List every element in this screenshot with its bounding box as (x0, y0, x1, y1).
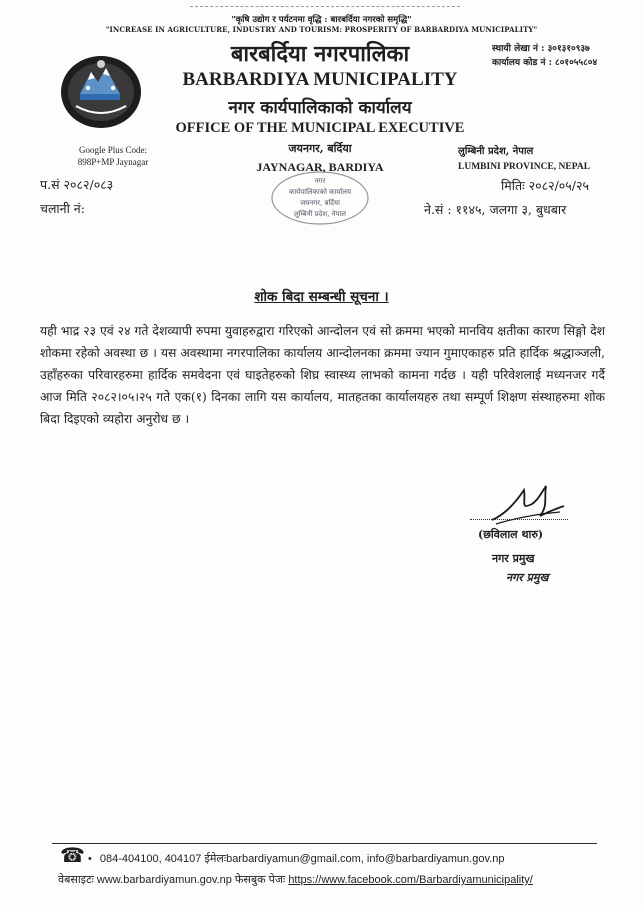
signatory-title: नगर प्रमुख (492, 552, 535, 565)
stamp-line-1: नगर (314, 177, 326, 185)
province-nepali: लुम्बिनी प्रदेश, नेपाल (458, 146, 534, 157)
office-name-english: OFFICE OF THE MUNICIPAL EXECUTIVE (175, 120, 465, 136)
bullet-icon: • (88, 853, 92, 865)
account-info (492, 43, 597, 71)
account-label: स्थायी लेखा नं (492, 44, 539, 54)
facebook-label: फेसबुक पेजः (234, 874, 286, 886)
phone-icon: ☎ (60, 843, 85, 867)
google-plus-code (58, 145, 168, 168)
footer-contact (88, 851, 504, 866)
location-nepali: जयनगर, बर्दिया (288, 142, 352, 155)
slogan (0, 15, 643, 34)
nepal-sambat-date: ने.सं : ११४५, जलगा ३, बुधबार (424, 202, 567, 217)
patra-sankhya: प.सं २०८२/०८३ (40, 177, 114, 192)
chalani-number: चलानी नं: (40, 201, 85, 216)
province-english: LUMBINI PROVINCE, NEPAL (458, 162, 591, 172)
stamp-line-2: कार्यपालिकाको कार्यालय (288, 188, 352, 196)
footer-contact-text: 084-404100, 404107 ईमेलःbarbardiyamun@gmail.com, info@barbardiyamun.gov.np (99, 853, 505, 865)
stamp-line-3: जयनगर, बर्दिया (300, 199, 340, 207)
org-name-nepali: बारबर्दिया नगरपालिका (230, 41, 410, 67)
notice-body: यही भाद्र २३ एवं २४ गते देशव्यापी रुपमा युवाहरुद्वारा गरिएको आन्दोलन एवं सो क्रममा भएको मानविय क्षतीका कारण सिङ्गो देश शोकमा रहेको अवस्था छ । यस अवस्थामा नगरपालिका कार्यालय आन्दोलनका क्रममा ज्यान गुमाएकाहरु प्रति हार्दिक श्रद्धाञ्जली, उहाँहरुका परिवारहरुमा हार्दिक समवेदना एवं घाइतेहरुको शिघ्र स्वास्थ्य लाभको कामना गर्दछ । यही परिवेशलाई मध्यनजर गर्दै आज मिति २०८२।०५।२५ गते एक(१) दिनका लागि यस कार्यालय, मातहतका कार्यालयहरु तथा सम्पूर्ण शिक्षण संस्थाहरुमा शोक बिदा दिइएको व्यहोरा अनुरोध छ । (40, 324, 605, 426)
office-name-nepali: नगर कार्यपालिकाको कार्यालय (228, 98, 412, 118)
signature-line (470, 519, 568, 520)
signatory-name: (छविलाल थारु) (478, 528, 544, 541)
account-value: : ३०१३१०९३७ (541, 44, 590, 54)
slogan-english: "INCREASE IN AGRICULTURE, INDUSTRY AND TOURISM: PROSPERITY OF BARBARDIYA MUNICIPALITY" (105, 24, 538, 34)
footer-web (58, 872, 533, 887)
signature-icon (486, 480, 566, 530)
date: मितिः २०८२/०५/२५ (501, 178, 589, 193)
stamp-icon (268, 168, 373, 228)
website-link[interactable]: www.barbardiyamun.gov.np (96, 874, 232, 886)
signatory-stamp-title: नगर प्रमुख (506, 571, 549, 584)
facebook-link[interactable]: https://www.facebook.com/Barbardiyamunicipality/ (288, 874, 533, 886)
footer-rule (52, 843, 597, 844)
office-code-value: : ८०१०५५८०४ (548, 57, 598, 68)
gplus-value: 898P+MP Jaynagar (77, 156, 149, 167)
top-rule (190, 6, 460, 7)
org-name-english: BARBARDIYA MUNICIPALITY (182, 69, 458, 90)
website-label: वेबसाइटः (58, 874, 94, 886)
emblem-icon (58, 50, 144, 130)
slogan-nepali: "कृषि उद्योग र पर्यटनमा वृद्धि : बारबर्दिया नगरको समृद्धि" (231, 15, 412, 25)
notice-subject (0, 287, 643, 305)
notice-subject-text: शोक बिदा सम्बन्धी सूचना । (254, 289, 389, 305)
location-english: JAYNAGAR, BARDIYA (256, 160, 384, 174)
stamp-line-4: लुम्बिनी प्रदेश, नेपाल (293, 210, 347, 218)
office-code-label: कार्यालय कोड नं (492, 57, 546, 68)
gplus-label: Google Plus Code: (78, 145, 147, 155)
